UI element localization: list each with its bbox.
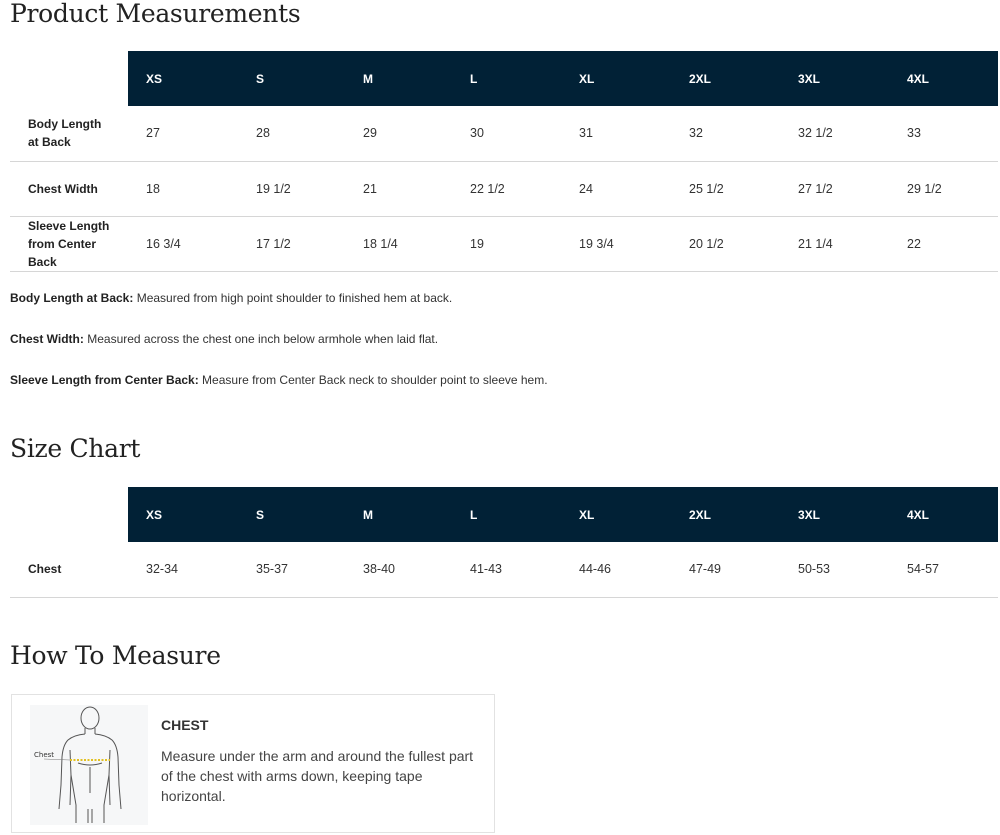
table-cell: 35-37 [238, 542, 345, 597]
header-blank-cell [10, 51, 128, 106]
size-header: 2XL [671, 51, 780, 106]
size-header: XS [128, 487, 238, 542]
size-chart-table [10, 487, 998, 598]
table-cell: 16 3/4 [128, 216, 238, 271]
table-cell: 30 [452, 106, 561, 161]
note-text: Measure from Center Back neck to shoulder point to sleeve hem. [198, 373, 548, 387]
note-term: Chest Width: [10, 332, 84, 346]
card-description: Measure under the arm and around the fullest part of the chest with arms down, keeping tape horizontal. [161, 748, 474, 804]
note-chest-width [10, 332, 548, 373]
table-row [10, 161, 998, 216]
table-cell: 21 1/4 [780, 216, 889, 271]
table-cell: 22 [889, 216, 998, 271]
table-cell: 17 1/2 [238, 216, 345, 271]
table-cell: 18 1/4 [345, 216, 452, 271]
figure-label: Chest [34, 751, 55, 759]
note-text: Measured from high point shoulder to finished hem at back. [133, 291, 453, 305]
table-cell: 32 1/2 [780, 106, 889, 161]
table-cell: 24 [561, 161, 671, 216]
note-text: Measured across the chest one inch below armhole when laid flat. [83, 332, 439, 346]
table-cell: 44-46 [561, 542, 671, 597]
size-header: L [452, 487, 561, 542]
size-header: M [345, 51, 452, 106]
table-cell: 47-49 [671, 542, 780, 597]
size-header: L [452, 51, 561, 106]
table-cell: 33 [889, 106, 998, 161]
table-cell: 19 [452, 216, 561, 271]
how-to-measure-title: How To Measure [10, 641, 221, 670]
note-body-length [10, 291, 548, 332]
table-cell: 32 [671, 106, 780, 161]
size-chart-title: Size Chart [10, 434, 141, 463]
size-header: S [238, 51, 345, 106]
header-blank-cell [10, 487, 128, 542]
table-cell: 20 1/2 [671, 216, 780, 271]
table-cell: 28 [238, 106, 345, 161]
row-label: Chest [10, 542, 128, 597]
row-label: Body Length at Back [10, 106, 128, 161]
row-label: Chest Width [10, 161, 128, 216]
table-cell: 25 1/2 [671, 161, 780, 216]
note-term: Body Length at Back: [10, 291, 134, 305]
table-header-row [10, 51, 998, 106]
table-cell: 18 [128, 161, 238, 216]
product-measurements-table [10, 51, 998, 272]
table-row [10, 216, 998, 271]
table-cell: 31 [561, 106, 671, 161]
table-cell: 38-40 [345, 542, 452, 597]
note-term: Sleeve Length from Center Back: [10, 373, 199, 387]
table-cell: 32-34 [128, 542, 238, 597]
size-header: 4XL [889, 51, 998, 106]
table-cell: 54-57 [889, 542, 998, 597]
size-header: S [238, 487, 345, 542]
size-header: 3XL [780, 51, 889, 106]
size-header: 2XL [671, 487, 780, 542]
table-row [10, 106, 998, 161]
product-measurements-title: Product Measurements [10, 0, 301, 28]
card-heading: CHEST [161, 717, 209, 733]
size-header: M [345, 487, 452, 542]
table-cell: 19 3/4 [561, 216, 671, 271]
row-label: Sleeve Length from Center Back [10, 216, 128, 271]
measurement-notes [10, 291, 548, 414]
table-row [10, 542, 998, 597]
size-header: XL [561, 487, 671, 542]
size-header: XS [128, 51, 238, 106]
note-sleeve-length [10, 373, 548, 414]
table-cell: 27 1/2 [780, 161, 889, 216]
chest-measure-card [11, 694, 495, 833]
table-cell: 41-43 [452, 542, 561, 597]
table-cell: 22 1/2 [452, 161, 561, 216]
chest-measure-illustration [30, 705, 148, 825]
size-header: XL [561, 51, 671, 106]
table-cell: 29 1/2 [889, 161, 998, 216]
table-header-row [10, 487, 998, 542]
table-cell: 27 [128, 106, 238, 161]
table-cell: 21 [345, 161, 452, 216]
table-cell: 50-53 [780, 542, 889, 597]
size-header: 4XL [889, 487, 998, 542]
table-cell: 29 [345, 106, 452, 161]
table-cell: 19 1/2 [238, 161, 345, 216]
size-header: 3XL [780, 487, 889, 542]
